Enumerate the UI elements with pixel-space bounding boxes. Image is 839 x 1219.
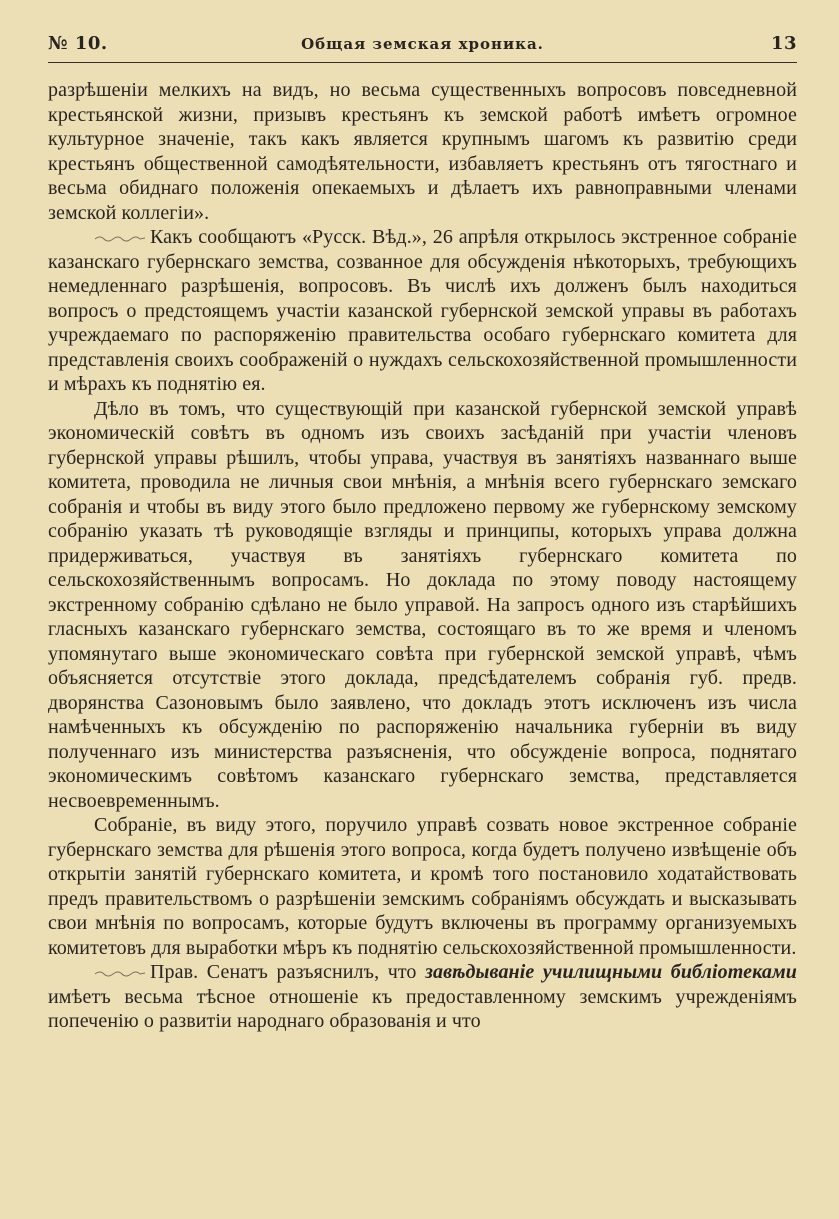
- paragraph-3: Дѣло въ томъ, что существующій при казанской губернской земской управѣ экономическій совѣтъ въ одномъ изъ своихъ засѣданій при участіи членовъ губернской управы рѣшилъ, чтобы управа, участвуя въ занятіяхъ названнаго выше комитета, проводила не личныя свои мнѣнія, а мнѣнія всего губернскаго земскаго собранія и чтобы въ виду этого было предложено первому же губернскому земскому собранію указать тѣ руководящіе взгляды и принципы, которыхъ управа должна придерживаться, участвуя въ занятіяхъ губернскаго комитета по сельскохозяйственнымъ вопросамъ. Но доклада по этому поводу настоящему экстренному собранію сдѣлано не было управой. На запросъ одного изъ старѣйшихъ гласныхъ казанскаго губернскаго земства, состоящаго въ то же время и членомъ упомянутаго выше экономическаго совѣта при губернской земской управѣ, чѣмъ объясняется отсутствіе этого доклада, предсѣдателемъ собранія губ. предв. дворянства Сазоновымъ было заявлено, что докладъ этотъ исключенъ изъ числа намѣченныхъ къ обсужденію по распоряженію начальника губерніи въ виду полученнаго изъ министерства разъясненія, что обсужденіе вопроса, поднятаго экономическимъ совѣтомъ казанскаго губернскаго земства, представляется несвоевременнымъ.: [48, 397, 797, 812]
- paragraph-5-italic: завѣдываніе училищными библіотеками: [425, 961, 797, 983]
- paragraph-5-tail: имѣетъ весьма тѣсное отношеніе къ предоставленному земскимъ учрежденіямъ попеченію о развитіи народнаго образованія и что: [48, 985, 797, 1032]
- paragraph-2: [48, 225, 797, 397]
- section-swash-icon: [94, 968, 146, 978]
- section-swash-icon: [94, 233, 146, 243]
- section-title: Общая земская хроника.: [301, 35, 544, 53]
- header-rule: [48, 62, 797, 63]
- paragraph-5-lead: Прав. Сенатъ разъяснилъ, что: [150, 961, 426, 983]
- issue-number: № 10.: [48, 33, 108, 54]
- paragraph-5: [48, 960, 797, 1034]
- paragraph-4: Собраніе, въ виду этого, поручило управѣ созвать новое экстренное собраніе губернскаго земства для рѣшенія этого вопроса, когда будетъ получено извѣщеніе объ открытіи занятій губернскаго комитета, и кромѣ того постановило ходатайствовать предъ правительствомъ о разрѣшеніи земскимъ собраніямъ обсуждать и высказывать свои мнѣнія по вопросамъ, которые будутъ включены въ программу организуемыхъ комитетовъ для выработки мѣръ къ поднятію сельскохозяйственной промышленности.: [48, 814, 797, 959]
- page-number: 13: [770, 33, 797, 54]
- article-body: [48, 78, 797, 1034]
- paragraph-1: разрѣшеніи мелкихъ на видъ, но весьма существенныхъ вопросовъ повседневной крестьянской жизни, призывъ крестьянъ къ земской работѣ имѣетъ огромное культурное значеніе, такъ какъ является крупнымъ шагомъ къ развитію среди крестьянъ общественной самодѣятельности, избавляетъ крестьянъ отъ тягостнаго и весьма обиднаго положенія опекаемыхъ и дѣлаетъ ихъ равноправными членами земской коллегіи».: [48, 79, 797, 224]
- running-header: [48, 30, 797, 58]
- paragraph-2-text: Какъ сообщаютъ «Русск. Вѣд.», 26 апрѣля открылось экстренное собраніе казанскаго губернскаго земства, созванное для обсужденія нѣкоторыхъ, требующихъ немедленнаго разрѣшенія, вопросовъ. Въ числѣ ихъ долженъ былъ находиться вопросъ о предстоящемъ участіи казанской губернской земской управы въ работахъ учреждаемаго по распоряженію правительства особаго губернскаго комитета для представленія своихъ соображеній о нуждахъ сельскохозяйственной промышленности и мѣрахъ къ поднятію ея.: [48, 226, 797, 395]
